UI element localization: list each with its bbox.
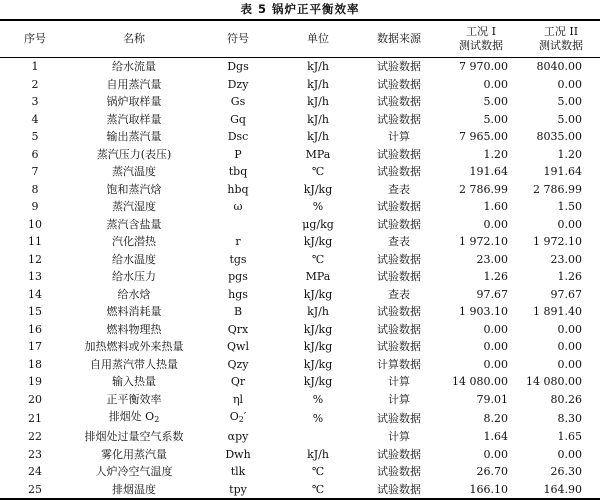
cell-symbol: hgs: [228, 287, 248, 301]
cell-symbol: pgs: [228, 270, 248, 284]
cell-unit: kJ/h: [307, 95, 329, 109]
cell-name: 蒸汽取样量: [106, 112, 162, 126]
cell-source: 试验数据: [358, 481, 440, 500]
cell-symbol: Dzy: [227, 77, 249, 91]
cell-condition-1: 0.00: [483, 340, 508, 354]
cell-condition-1: 1.64: [483, 430, 508, 444]
table-row: [0, 111, 600, 129]
cell-no: 25: [0, 481, 70, 500]
cell-condition-1: 0.00: [483, 447, 508, 461]
cell-name: 排烟温度: [70, 481, 198, 500]
cell-condition-1: 26.70: [476, 465, 508, 479]
cell-unit: kJ/h: [307, 77, 329, 91]
cell-source: 试验数据: [377, 340, 421, 354]
cell-unit: kJ/h: [307, 112, 329, 126]
cell-symbol: P: [234, 147, 242, 161]
table-row: [0, 356, 600, 374]
cell-source: 试验数据: [377, 322, 421, 336]
cell-condition-2: 0.00: [557, 357, 582, 371]
cell-symbol: B: [233, 305, 243, 319]
cell-condition-2: 14 080.00: [526, 375, 582, 389]
cell-condition-1: 0.00: [483, 77, 508, 91]
cell-condition-2: 97.67: [550, 287, 582, 301]
cell-source: 查表: [388, 287, 410, 301]
cell-source: 试验数据: [377, 305, 421, 319]
cell-symbol: ηl: [232, 392, 244, 406]
cell-unit: kJ/kg: [303, 287, 333, 301]
cell-condition-1: 5.00: [483, 112, 508, 126]
cell-name: 蒸汽压力(表压): [96, 147, 172, 161]
cell-symbol: Qzy: [227, 357, 249, 371]
cell-source: 试验数据: [377, 95, 421, 109]
cell-condition-1: 1 903.10: [459, 305, 508, 319]
cell-name: 排烟处过量空气系数: [84, 430, 184, 444]
cell-condition-2: 1 972.10: [533, 235, 582, 249]
table-row: [0, 303, 600, 321]
header-name: 名称: [70, 20, 198, 58]
cell-symbol: Dwh: [225, 447, 251, 461]
cell-name: 饱和蒸汽焓: [106, 182, 162, 196]
cell-unit: ℃: [311, 165, 325, 179]
cell-condition-1: 79.01: [476, 392, 508, 406]
header-no: 序号: [0, 20, 70, 58]
cell-condition-2: 0.00: [557, 322, 582, 336]
cell-condition-1: 166.10: [440, 481, 522, 500]
cell-no: 15: [28, 305, 42, 319]
cell-symbol: tgs: [229, 252, 247, 266]
cell-symbol: hbq: [227, 182, 249, 196]
cell-no: 14: [28, 287, 42, 301]
cell-no: 17: [28, 340, 42, 354]
header-unit: 单位: [278, 20, 358, 58]
cell-unit: kJ/h: [307, 305, 329, 319]
cell-symbol: tbq: [228, 165, 248, 179]
cell-name: 锅炉取样量: [106, 95, 162, 109]
cell-condition-1: 2 786.99: [459, 182, 508, 196]
cell-source: 试验数据: [377, 252, 421, 266]
cell-symbol: ω: [233, 200, 243, 214]
cell-no: 3: [31, 95, 39, 109]
cell-name: 雾化用蒸汽量: [101, 447, 167, 461]
header-symbol: 符号: [198, 20, 278, 58]
cell-no: 1: [31, 60, 39, 74]
table-row: [0, 93, 600, 111]
cell-symbol: αpy: [227, 430, 249, 444]
cell-unit: kJ/kg: [303, 357, 333, 371]
cell-condition-1: 0.00: [483, 357, 508, 371]
cell-condition-2: 0.00: [557, 77, 582, 91]
cell-source: 查表: [388, 182, 410, 196]
cell-name: 蒸汽含盐量: [106, 217, 162, 231]
table-row: [0, 251, 600, 269]
cell-condition-1: 14 080.00: [452, 375, 508, 389]
cell-source: 试验数据: [377, 200, 421, 214]
cell-symbol: $O_2'$: [229, 410, 247, 424]
cell-name: 输入热量: [112, 375, 156, 389]
cell-unit: kJ/kg: [303, 340, 333, 354]
cell-no: 2: [31, 77, 39, 91]
cell-condition-2: 164.90: [522, 481, 600, 500]
table-row: [0, 181, 600, 199]
cell-no: 12: [28, 252, 42, 266]
cell-condition-2: 0.00: [557, 447, 582, 461]
header-condition-1: 工况 I 测试数据: [440, 20, 522, 58]
table-row: [0, 286, 600, 304]
table-row: [0, 338, 600, 356]
cell-condition-2: 5.00: [557, 95, 582, 109]
cell-name: 给水压力: [112, 270, 156, 284]
table-row: [0, 76, 600, 94]
table-row: [0, 446, 600, 464]
cell-unit: %: [312, 411, 324, 425]
cell-name: 加热燃料或外来热量: [84, 340, 184, 354]
cell-name: 给水流量: [112, 60, 156, 74]
cell-no: 7: [31, 165, 39, 179]
cell-no: 21: [28, 411, 42, 425]
cell-condition-1: 7 970.00: [459, 60, 508, 74]
cell-source: 计算数据: [377, 357, 421, 371]
cell-no: 23: [28, 447, 42, 461]
cell-condition-1: 7 965.00: [459, 130, 508, 144]
cell-condition-2: 1.50: [557, 200, 582, 214]
cell-no: 24: [28, 465, 42, 479]
cell-condition-1: 191.64: [469, 165, 508, 179]
cell-condition-1: 97.67: [476, 287, 508, 301]
cell-no: 10: [28, 217, 42, 231]
cell-condition-2: 1.65: [557, 430, 582, 444]
cell-source: 试验数据: [377, 270, 421, 284]
efficiency-table: [0, 19, 600, 500]
cell-unit: %: [312, 392, 324, 406]
cell-unit: ℃: [311, 252, 325, 266]
cell-source: 计算: [388, 392, 410, 406]
cell-source: 计算: [388, 130, 410, 144]
cell-condition-2: 5.00: [557, 112, 582, 126]
cell-source: 查表: [388, 235, 410, 249]
cell-symbol: [198, 216, 278, 234]
cell-no: 5: [31, 130, 39, 144]
cell-name: 输出蒸汽量: [106, 130, 162, 144]
cell-unit: kJ/kg: [303, 182, 333, 196]
cell-no: 18: [28, 357, 42, 371]
cell-symbol: r: [235, 235, 241, 249]
cell-name: 自用蒸汽带人热量: [90, 357, 178, 371]
cell-condition-2: 26.30: [550, 465, 582, 479]
cell-name: 燃料物理热: [106, 322, 162, 336]
table-row: [0, 373, 600, 391]
cell-source: 试验数据: [377, 77, 421, 91]
cell-source: 试验数据: [377, 217, 421, 231]
table-row: [0, 198, 600, 216]
cell-condition-2: 191.64: [543, 165, 582, 179]
table-row: [0, 128, 600, 146]
cell-symbol: Qrx: [227, 322, 249, 336]
cell-condition-1: 8.20: [483, 411, 508, 425]
table-row: [0, 233, 600, 251]
table-row: [0, 408, 600, 428]
cell-no: 4: [31, 112, 39, 126]
cell-name: 给水温度: [112, 252, 156, 266]
cell-no: 13: [28, 270, 42, 284]
cell-unit: kJ/h: [307, 447, 329, 461]
cell-source: 计算: [388, 430, 410, 444]
table-row: [0, 58, 600, 76]
cell-name: 燃料消耗量: [106, 305, 162, 319]
table-row: [0, 463, 600, 481]
cell-condition-1: 1 972.10: [459, 235, 508, 249]
cell-unit: kJ/kg: [303, 375, 333, 389]
cell-name: 人炉冷空气温度: [95, 465, 173, 479]
cell-source: 试验数据: [377, 60, 421, 74]
cell-no: 8: [31, 182, 39, 196]
table-row: [0, 146, 600, 164]
cell-condition-2: 1 891.40: [533, 305, 582, 319]
cell-symbol: Dsc: [227, 130, 249, 144]
cell-name: 蒸汽温度: [112, 165, 156, 179]
cell-condition-2: 8035.00: [536, 130, 582, 144]
table-row: [0, 481, 600, 500]
cell-symbol: tpy: [198, 481, 278, 500]
cell-name: 自用蒸汽量: [106, 77, 162, 91]
cell-condition-2: 80.26: [550, 392, 582, 406]
cell-symbol: Gq: [230, 112, 246, 126]
cell-unit: kJ/kg: [303, 322, 333, 336]
cell-no: 19: [28, 375, 42, 389]
cell-condition-2: 0.00: [557, 217, 582, 231]
cell-unit: [278, 428, 358, 446]
cell-name: 汽化潜热: [112, 235, 156, 249]
table-row: [0, 321, 600, 339]
cell-symbol: Qr: [230, 375, 246, 389]
cell-source: 试验数据: [377, 411, 421, 425]
table-row: [0, 391, 600, 409]
cell-condition-1: 1.20: [483, 147, 508, 161]
header-condition-2: 工况 II 测试数据: [522, 20, 600, 58]
cell-source: 试验数据: [377, 447, 421, 461]
cell-unit: kJ/h: [307, 130, 329, 144]
cell-condition-1: 1.26: [483, 270, 508, 284]
cell-unit: ℃: [311, 465, 325, 479]
table-row: [0, 216, 600, 234]
cell-condition-2: 23.00: [550, 252, 582, 266]
cell-source: 试验数据: [377, 465, 421, 479]
cell-source: 计算: [388, 375, 410, 389]
cell-source: 试验数据: [377, 112, 421, 126]
cell-no: 6: [31, 147, 39, 161]
header-source: 数据来源: [358, 20, 440, 58]
cell-condition-1: 23.00: [476, 252, 508, 266]
cell-condition-2: 1.26: [557, 270, 582, 284]
cell-unit: MPa: [305, 147, 331, 161]
cell-no: 20: [28, 392, 42, 406]
cell-unit: kJ/kg: [303, 235, 333, 249]
cell-unit: ℃: [278, 481, 358, 500]
cell-no: 16: [28, 322, 42, 336]
cell-condition-2: 8040.00: [536, 60, 582, 74]
cell-symbol: Qwl: [227, 340, 249, 354]
cell-symbol: Gs: [230, 95, 246, 109]
cell-condition-1: 0.00: [483, 322, 508, 336]
cell-source: 试验数据: [377, 147, 421, 161]
cell-no: 9: [31, 200, 39, 214]
cell-unit: μg/kg: [302, 217, 334, 231]
cell-condition-1: 0.00: [483, 217, 508, 231]
cell-no: 11: [28, 235, 42, 249]
cell-source: 试验数据: [377, 165, 421, 179]
cell-condition-1: 5.00: [483, 95, 508, 109]
table-row: [0, 163, 600, 181]
cell-unit: kJ/h: [307, 60, 329, 74]
cell-symbol: tlk: [230, 465, 246, 479]
cell-unit: %: [312, 200, 324, 214]
header-row: [0, 20, 600, 58]
cell-name: 给水焓: [117, 287, 151, 301]
cell-condition-1: 1.60: [483, 200, 508, 214]
cell-name: 正平衡效率: [106, 392, 162, 406]
table-row: [0, 428, 600, 446]
cell-condition-2: 2 786.99: [533, 182, 582, 196]
cell-name: 排烟处 $O_2$: [108, 410, 160, 424]
table-caption: 表 5 锅炉正平衡效率: [240, 2, 360, 16]
cell-name: 蒸汽湿度: [112, 200, 156, 214]
cell-no: 22: [28, 430, 42, 444]
table-row: [0, 268, 600, 286]
cell-condition-2: 0.00: [557, 340, 582, 354]
cell-condition-2: 8.30: [557, 411, 582, 425]
cell-condition-2: 1.20: [557, 147, 582, 161]
cell-unit: MPa: [305, 270, 331, 284]
cell-symbol: Dgs: [227, 60, 249, 74]
